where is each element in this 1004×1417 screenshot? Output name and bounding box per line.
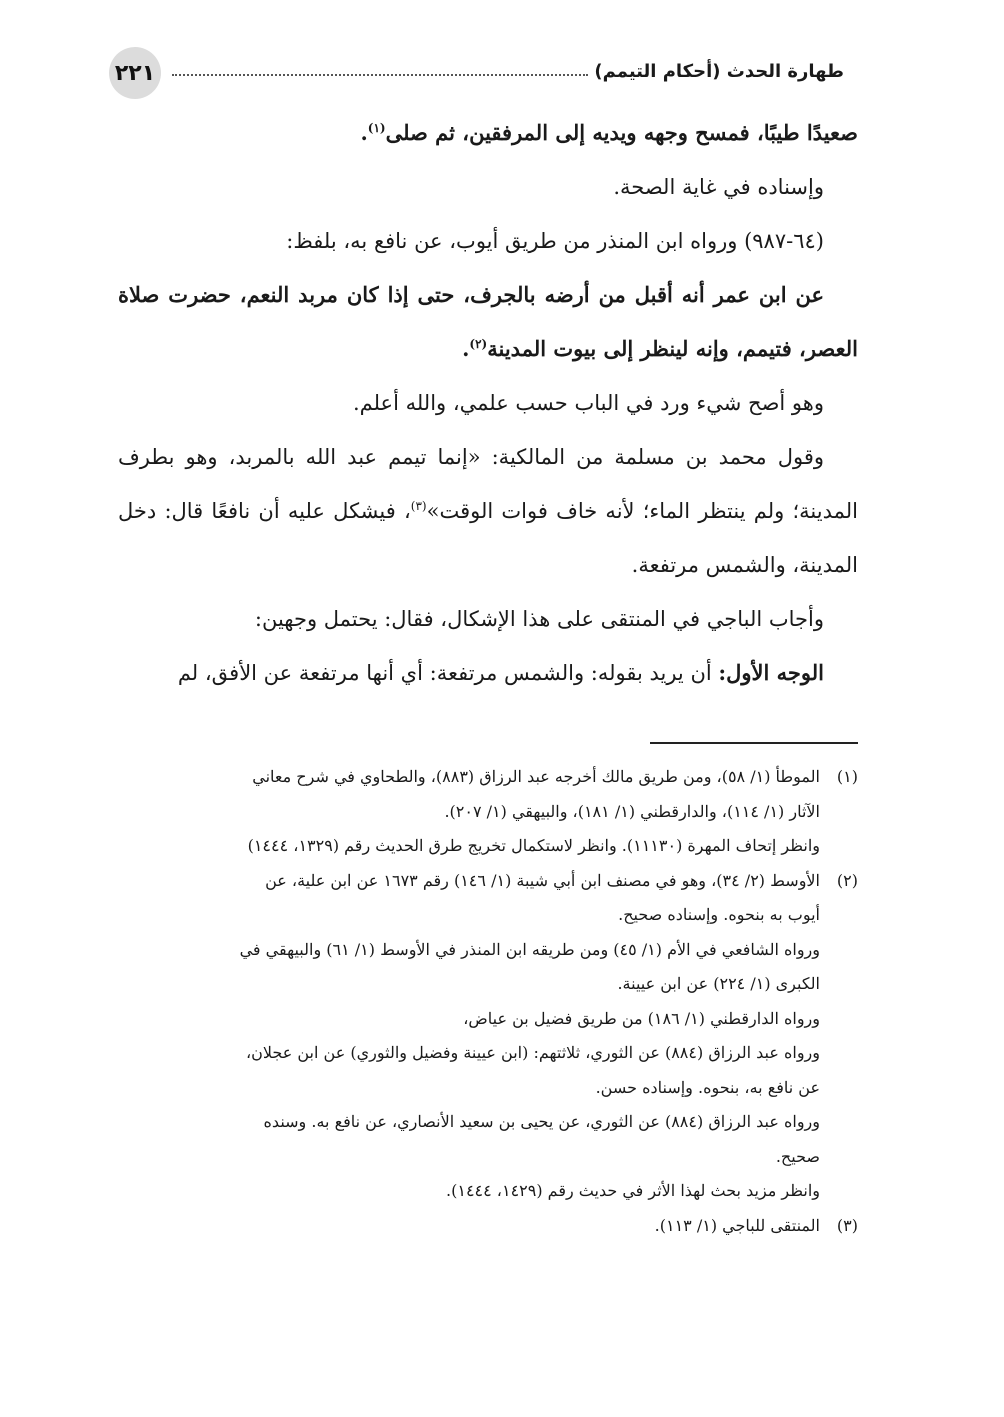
paragraph-8 <box>118 646 858 700</box>
footnote-2-line-3: ورواه الشافعي في الأم (١/ ٤٥) ومن طريقه ابن المنذر في الأوسط (١/ ٦١) والبيهقي في <box>239 939 820 959</box>
footnote-2-line-4: الكبرى (١/ ٢٢٤) عن ابن عيينة. <box>617 974 820 993</box>
paragraph-6-text-b: ، فيشكل عليه أن نافعًا قال: دخل المدينة، والشمس مرتفعة. <box>118 499 858 577</box>
page-number: ٢٢١ <box>109 47 161 99</box>
footnote-2-line-2: أيوب به بنحوه. وإسناده صحيح. <box>618 905 820 924</box>
header-dotted-leader <box>172 74 588 76</box>
footnote-2-line-10: وانظر مزيد بحث لهذا الأثر في حديث رقم (١٤٢٩، ١٤٤٤). <box>446 1181 820 1200</box>
running-header <box>172 56 844 86</box>
paragraph-6-text-a: وقول محمد بن مسلمة من المالكية: «إنما تيمم عبد الله بالمربد، وهو بطرف المدينة؛ ولم ينتظر الماء؛ لأنه خاف فوات الوقت» <box>118 445 859 523</box>
footnote-2-line-1 <box>118 864 858 899</box>
paragraph-5: وهو أصح شيء ورد في الباب حسب علمي، والله أعلم. <box>352 391 824 415</box>
footnote-ref-1: (١) <box>367 121 386 135</box>
paragraph-4 <box>118 268 858 376</box>
footnote-1-line-1 <box>118 760 858 795</box>
footnote-2-line-7: عن نافع به، بنحوه. وإسناده حسن. <box>595 1077 820 1097</box>
paragraph-7: وأجاب الباجي في المنتقى على هذا الإشكال، فقال: يحتمل وجهين: <box>254 607 824 631</box>
footnote-2-line-5: ورواه الدارقطني (١/ ١٨٦) من طريق فضيل بن عياض، <box>463 1008 820 1028</box>
paragraph-8-lead: الوجه الأول: <box>718 660 824 685</box>
paragraph-4-text: عن ابن عمر أنه أقبل من أرضه بالجرف، حتى إذا كان مربد النعم، حضرت صلاة العصر، فتيمم، وإنه لينظر إلى بيوت المدينة <box>118 282 858 361</box>
footnote-1-line-2: الآثار (١/ ١١٤)، والدارقطني (١/ ١٨١)، والبيهقي (١/ ٢٠٧). <box>444 801 820 821</box>
footnote-3-text-1: المنتقى للباجي (١/ ١١٣). <box>654 1215 820 1235</box>
paragraph-2: وإسناده في غاية الصحة. <box>613 175 824 199</box>
paragraph-3: (٦٤-٩٨٧) ورواه ابن المنذر من طريق أيوب، عن نافع به، بلفظ: <box>286 229 824 253</box>
footnote-ref-3: (٣) <box>410 499 427 513</box>
footnote-3-number: (٣) <box>836 1215 858 1235</box>
paragraph-1 <box>118 106 858 160</box>
footnote-1-number: (١) <box>836 767 858 786</box>
header-title: طهارة الحدث (أحكام التيمم) <box>594 60 844 82</box>
footnote-separator <box>650 742 858 744</box>
footnote-2-text-1: الأوسط (٢/ ٣٤)، وهو في مصنف ابن أبي شيبة (١/ ١٤٦) رقم ١٦٧٣ عن ابن علية، عن <box>265 870 820 890</box>
footnote-1-text-1: الموطأ (١/ ٥٨)، ومن طريق مالك أخرجه عبد الرزاق (٨٨٣)، والطحاوي في شرح معاني <box>252 767 820 786</box>
paragraph-1-end: . <box>360 120 368 145</box>
main-text <box>118 106 858 700</box>
footnotes <box>118 760 858 1243</box>
paragraph-4-end: . <box>462 336 470 361</box>
footnote-ref-2: (٢) <box>469 337 488 351</box>
footnote-2-line-9: صحيح. <box>775 1146 820 1166</box>
footnote-2-line-8: ورواه عبد الرزاق (٨٨٤) عن الثوري، عن يحيى بن سعيد الأنصاري، عن نافع به. وسنده <box>263 1112 820 1131</box>
paragraph-1-text: صعيدًا طيبًا، فمسح وجهه ويديه إلى المرفقين، ثم صلى <box>385 120 858 145</box>
paragraph-8-text: أن يريد بقوله: والشمس مرتفعة: أي أنها مرتفعة عن الأفق، لم <box>177 661 719 685</box>
footnote-2-number: (٢) <box>836 870 858 890</box>
footnote-2-line-6: ورواه عبد الرزاق (٨٨٤) عن الثوري، ثلاثتهم: (ابن عيينة وفضيل والثوري) عن ابن عجلان، <box>245 1043 820 1062</box>
footnote-3-line-1 <box>118 1209 858 1244</box>
paragraph-6 <box>118 430 858 592</box>
footnote-1-line-3: وانظر إتحاف المهرة (١١١٣٠). وانظر لاستكمال تخريج طرق الحديث رقم (١٣٢٩، ١٤٤٤) <box>247 836 820 855</box>
